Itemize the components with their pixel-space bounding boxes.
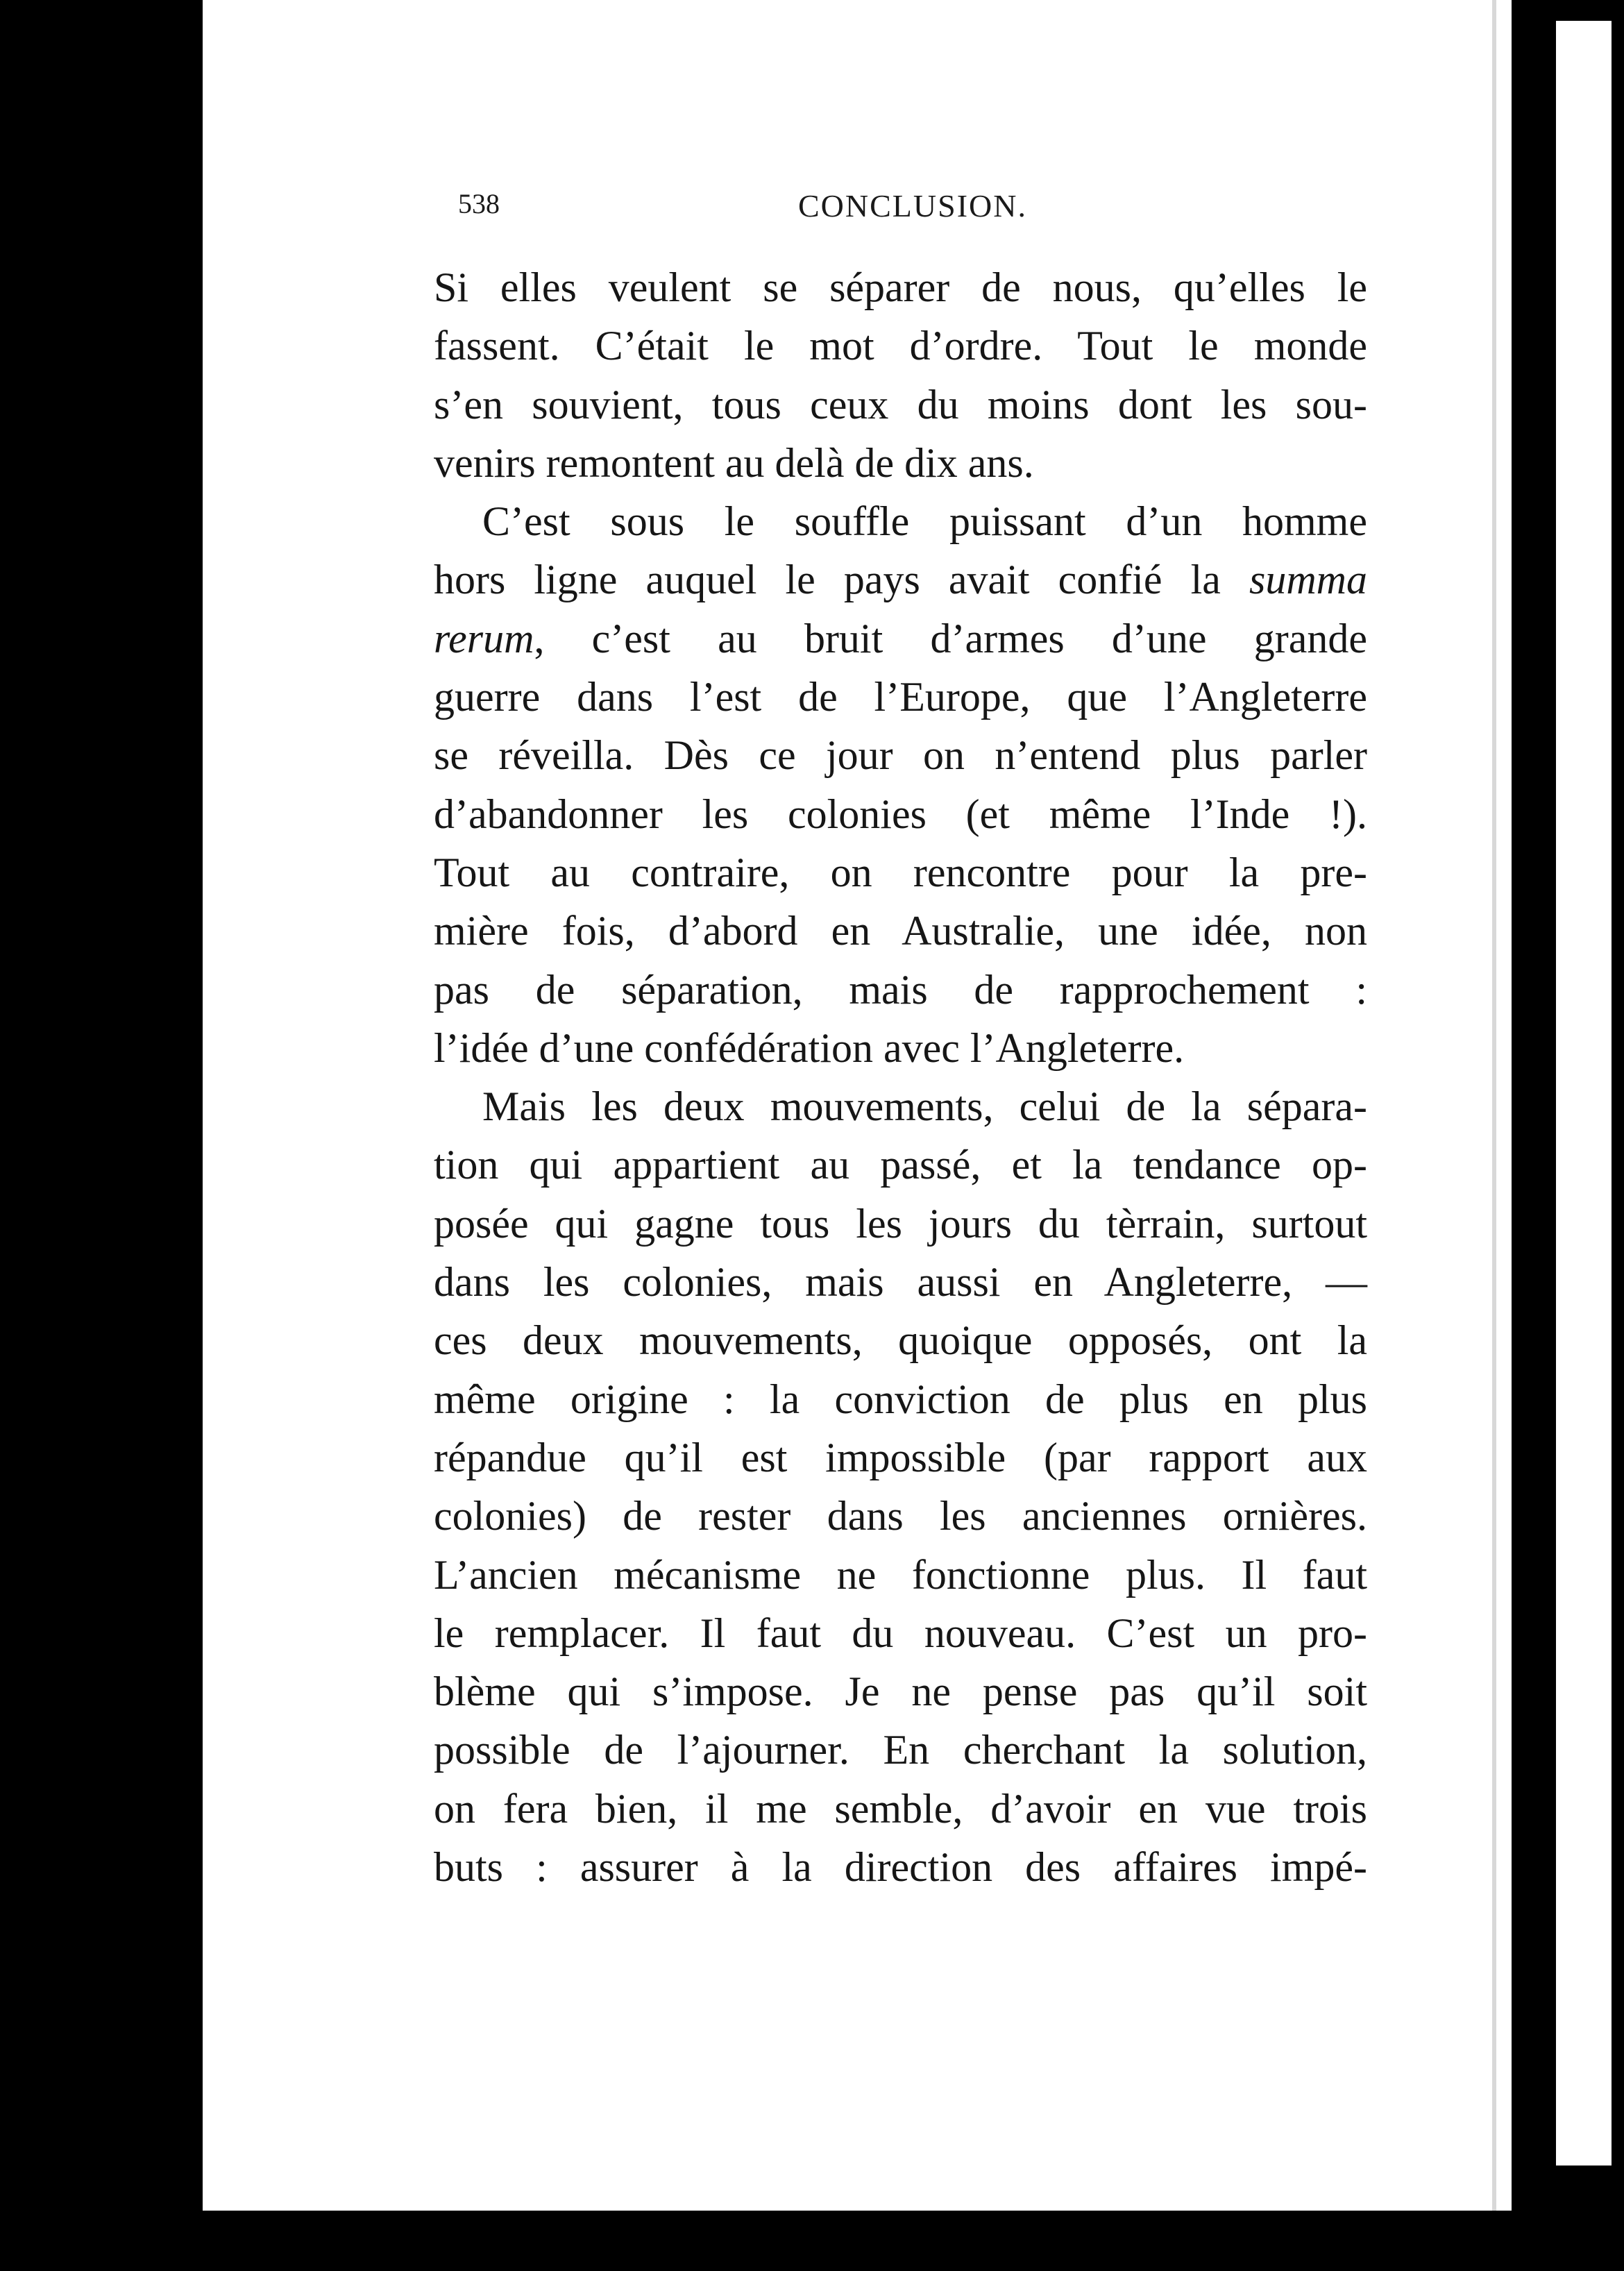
- text-line: [434, 550, 1367, 609]
- text-run: , c’est au bruit d’armes d’une grande: [534, 615, 1367, 661]
- scan-border-left: [0, 0, 203, 2271]
- text-line: colonies) de rester dans les anciennes ornières.: [434, 1493, 1367, 1539]
- text-line: venirs remontent au delà de dix ans.: [434, 439, 1034, 486]
- text-run: hors ligne auquel le pays avait confié la: [434, 557, 1221, 603]
- text-line: L’ancien mécanisme ne fonctionne plus. Il faut: [434, 1551, 1367, 1598]
- text-line: posée qui gagne tous les jours du tèrrain, surtout: [434, 1200, 1367, 1247]
- text-line: possible de l’ajourner. En cherchant la solution,: [434, 1727, 1367, 1773]
- text-line: guerre dans l’est de l’Europe, que l’Angleterre: [434, 674, 1367, 720]
- text-line: C’est sous le souffle puissant d’un homme: [482, 498, 1367, 545]
- scan-border-bottom: [0, 2211, 1624, 2271]
- text-line: ces deux mouvements, quoique opposés, ont la: [434, 1317, 1367, 1364]
- text-line: Tout au contraire, on rencontre pour la pre-: [434, 849, 1367, 895]
- text-line: [434, 609, 1367, 668]
- text-line: buts : assurer à la direction des affaires impé-: [434, 1844, 1367, 1891]
- text-line: pas de séparation, mais de rapprochement :: [434, 966, 1367, 1013]
- text-line: se réveilla. Dès ce jour on n’entend plus parler: [434, 732, 1367, 779]
- text-line: blème qui s’impose. Je ne pense pas qu’il soit: [434, 1669, 1367, 1715]
- text-line: on fera bien, il me semble, d’avoir en vue trois: [434, 1785, 1367, 1832]
- page-edge-shadow: [1492, 0, 1496, 2211]
- text-line: le remplacer. Il faut du nouveau. C’est un pro-: [434, 1610, 1367, 1656]
- text-line: Mais les deux mouvements, celui de la sépara-: [482, 1083, 1367, 1130]
- italic-phrase: summa: [1249, 557, 1368, 603]
- page-number: 538: [458, 188, 500, 219]
- text-line: répandue qu’il est impossible (par rapport aux: [434, 1434, 1367, 1480]
- text-line: fassent. C’était le mot d’ordre. Tout le monde: [434, 323, 1367, 369]
- running-head: [458, 187, 1034, 236]
- text-line: dans les colonies, mais aussi en Angleterre, —: [434, 1259, 1367, 1306]
- text-line: mière fois, d’abord en Australie, une idée, non: [434, 908, 1367, 954]
- text-line: tion qui appartient au passé, et la tendance op-: [434, 1142, 1367, 1188]
- facing-page-edge: [1556, 21, 1612, 2166]
- italic-phrase: rerum: [434, 615, 534, 661]
- text-line: s’en souvient, tous ceux du moins dont les sou-: [434, 381, 1367, 428]
- body-text: [434, 258, 1367, 1896]
- chapter-title: CONCLUSION.: [798, 188, 1027, 223]
- text-line: Si elles veulent se séparer de nous, qu’elles le: [434, 264, 1367, 310]
- text-line: même origine : la conviction de plus en plus: [434, 1376, 1367, 1422]
- text-line: d’abandonner les colonies (et même l’Inde !).: [434, 791, 1367, 837]
- text-line: l’idée d’une confédération avec l’Angleterre.: [434, 1024, 1185, 1071]
